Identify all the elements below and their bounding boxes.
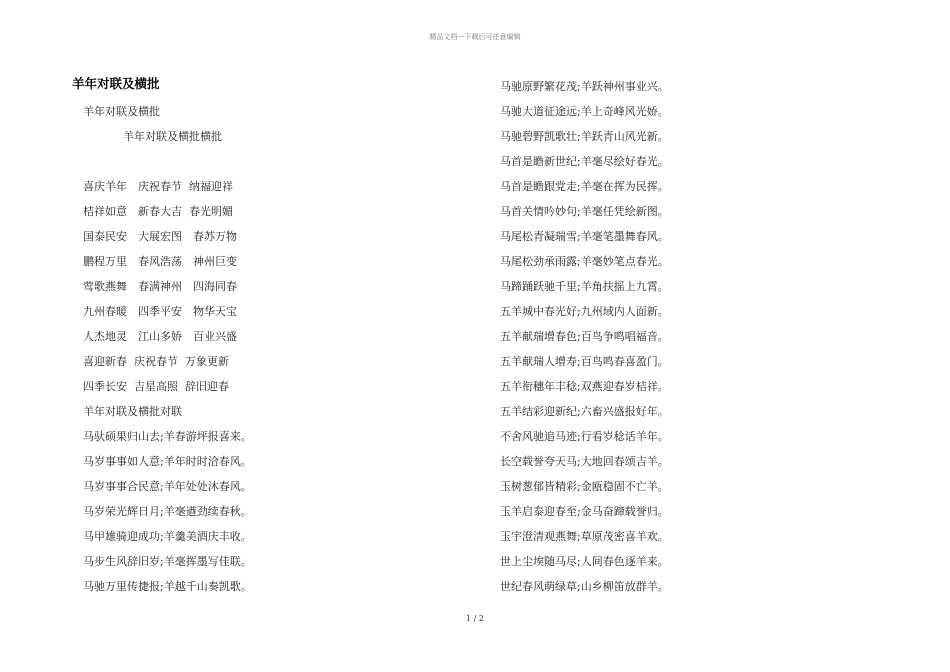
text-line: 鹏程万里 春风浩荡 神州巨变	[83, 255, 237, 268]
couplet-line: 世上尘埃随马尽;人间春色逐羊来。	[500, 555, 669, 568]
text-line: 九州春暖 四季平安 物华天宝	[83, 305, 237, 318]
subheading-centered-line: 羊年对联及横批横批	[123, 130, 222, 143]
couplet-line: 马岁荣光辉日月;羊毫遒劲续春秋。	[83, 505, 252, 518]
couplet-line: 马步生风辞旧岁;羊毫挥墨写佳联。	[83, 555, 252, 568]
couplet-line: 玉羊启泰迎春至;金马奋蹄载誉归。	[500, 505, 669, 518]
couplet-line: 长空载誉夸天马;大地回春颂吉羊。	[500, 455, 669, 468]
couplet-line: 五羊献瑞人增寿;百鸟鸣春喜盈门。	[500, 355, 669, 368]
couplet-line: 马驰碧野凯歌壮;羊跃青山风光新。	[500, 130, 669, 143]
couplet-line: 马首是瞻新世纪;羊毫尽绘好春光。	[500, 155, 669, 168]
couplet-line: 马驮硕果归山去;羊春游坪报喜来。	[83, 430, 252, 443]
couplet-line: 马驰原野繁花茂;羊跃神州事业兴。	[500, 80, 669, 93]
text-line: 四季长安 吉星高照 辞旧迎春	[83, 380, 229, 393]
text-line: 桔祥如意 新春大吉 春光明媚	[83, 205, 233, 218]
text-line: 喜庆羊年 庆祝春节 纳福迎祥	[83, 180, 233, 193]
couplet-line: 五羊城中春光好;九州域内人面新。	[500, 305, 669, 318]
couplet-line: 马尾松劲承雨露;羊毫妙笔点春光。	[500, 255, 669, 268]
couplet-line: 不舍风驰追马迹;行看岁稔话羊年。	[500, 430, 669, 443]
couplet-line: 马尾松青凝瑞雪;羊毫笔墨舞春风。	[500, 230, 669, 243]
page-number: 1 / 2	[466, 614, 484, 623]
text-line: 人杰地灵 江山多娇 百业兴盛	[83, 330, 237, 343]
couplet-line: 五羊衔穗年丰稔;双燕迎春岁桔祥。	[500, 380, 669, 393]
couplet-line: 马岁事事如人意;羊年时时洽春风。	[83, 455, 252, 468]
couplet-line: 五羊献瑞增春色;百鸟争鸣唱福音。	[500, 330, 669, 343]
couplet-line: 玉树葱郁皆精彩;金瓯稳固不亡羊。	[500, 480, 669, 493]
page-header: 精品文档---下载后可任意编辑	[429, 33, 521, 41]
couplet-line: 世纪春风萌绿草;山乡柳笛放群羊。	[500, 580, 669, 593]
couplet-line: 马首关情吟妙句;羊毫任凭绘新图。	[500, 205, 669, 218]
section-heading-line: 羊年对联及横批对联	[83, 405, 182, 418]
couplet-line: 五羊结彩迎新纪;六畜兴盛报好年。	[500, 405, 669, 418]
couplet-line: 玉宇澄清观燕舞;草原茂密喜羊欢。	[500, 530, 669, 543]
couplet-line: 马首是瞻跟党走;羊毫在挥为民挥。	[500, 180, 669, 193]
text-line: 莺歌燕舞 春满神州 四海同春	[83, 280, 237, 293]
couplet-line: 马甲雄骑迎成功;羊羹美酒庆丰收。	[83, 530, 252, 543]
couplet-line: 马岁事事合民意;羊年处处沐春风。	[83, 480, 252, 493]
couplet-line: 马驰万里传捷报;羊越千山奏凯歌。	[83, 580, 252, 593]
text-line: 喜迎新春 庆祝春节 万象更新	[83, 355, 229, 368]
subheading-line: 羊年对联及横批	[83, 105, 160, 118]
couplet-line: 马驰大道征途远;羊上奇峰风光娇。	[500, 105, 669, 118]
document-title: 羊年对联及横批	[72, 76, 160, 91]
couplet-line: 马蹄踊跃驰千里;羊角扶摇上九霄。	[500, 280, 669, 293]
text-line: 国泰民安 大展宏图 春苏万物	[83, 230, 237, 243]
